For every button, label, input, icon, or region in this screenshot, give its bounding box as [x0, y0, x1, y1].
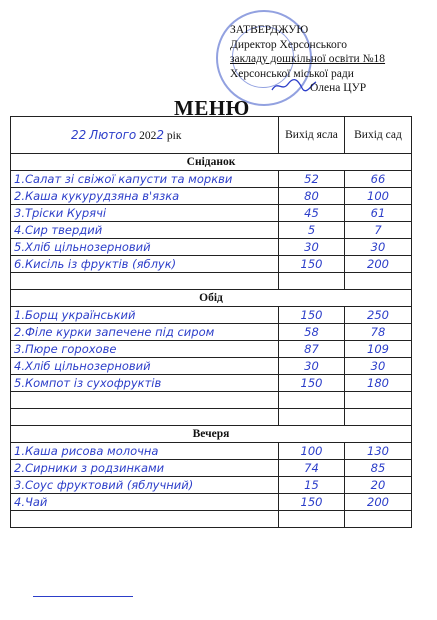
dish-name: 5.Хліб цільнозерновий: [11, 239, 279, 256]
approval-heading: ЗАТВЕРДЖУЮ: [230, 24, 309, 36]
nursery-portion: 80: [279, 188, 345, 205]
date-day: 22: [71, 128, 87, 142]
approval-institution: закладу дошкільної освіти №18: [230, 53, 386, 65]
table-row: [11, 392, 412, 409]
table-row: [11, 256, 412, 273]
dish-name: [11, 392, 279, 409]
nursery-portion: 30: [279, 239, 345, 256]
nursery-portion: 30: [279, 358, 345, 375]
garden-portion: 78: [345, 324, 412, 341]
table-row: [11, 443, 412, 460]
dish-name: [11, 273, 279, 290]
garden-portion: [345, 392, 412, 409]
dish-name: 3.Соус фруктовий (яблучний): [11, 477, 279, 494]
dish-name: 2.Філе курки запечене під сиром: [11, 324, 279, 341]
dish-name: 2.Каша кукурудзяна в'язка: [11, 188, 279, 205]
dish-name: [11, 409, 279, 426]
table-row: [11, 188, 412, 205]
table-row: [11, 494, 412, 511]
nursery-portion: [279, 409, 345, 426]
nursery-portion: 52: [279, 171, 345, 188]
table-row: [11, 324, 412, 341]
dish-name: 1.Каша рисова молочна: [11, 443, 279, 460]
approval-signatory: Олена ЦУР: [310, 82, 367, 94]
year-word: рік: [166, 130, 182, 142]
date-cell: [11, 117, 279, 154]
nursery-portion: 15: [279, 477, 345, 494]
dish-name: 3.Пюре горохове: [11, 341, 279, 358]
nursery-portion: [279, 273, 345, 290]
garden-portion: 7: [345, 222, 412, 239]
approval-council: Херсонської міської ради: [230, 67, 354, 80]
garden-portion: 200: [345, 494, 412, 511]
section-title: Обід: [11, 290, 412, 307]
nursery-portion: 150: [279, 307, 345, 324]
section-title: Вечеря: [11, 426, 412, 443]
garden-portion: 100: [345, 188, 412, 205]
nursery-portion: 5: [279, 222, 345, 239]
dish-name: 5.Компот із сухофруктів: [11, 375, 279, 392]
nursery-portion: 150: [279, 375, 345, 392]
table-row: [11, 409, 412, 426]
table-row: [11, 222, 412, 239]
table-row: [11, 341, 412, 358]
dish-name: 3.Тріски Курячі: [11, 205, 279, 222]
page-title: МЕНЮ: [174, 96, 250, 120]
garden-portion: 85: [345, 460, 412, 477]
nursery-portion: 45: [279, 205, 345, 222]
year-prefix: 202: [139, 130, 157, 142]
dish-name: 4.Хліб цільнозерновий: [11, 358, 279, 375]
garden-portion: 66: [345, 171, 412, 188]
garden-portion: [345, 273, 412, 290]
table-row: [11, 239, 412, 256]
table-row: [11, 375, 412, 392]
year-suffix: 2: [156, 128, 165, 142]
garden-portion: 30: [345, 358, 412, 375]
dish-name: 1.Борщ український: [11, 307, 279, 324]
nursery-portion: 58: [279, 324, 345, 341]
nursery-portion: 87: [279, 341, 345, 358]
table-row: [11, 171, 412, 188]
section-title: Сніданок: [11, 154, 412, 171]
menu-table: [10, 116, 412, 528]
table-row: [11, 307, 412, 324]
dish-name: 2.Сирники з родзинками: [11, 460, 279, 477]
nursery-portion: 150: [279, 256, 345, 273]
section-row: [11, 426, 412, 443]
section-row: [11, 290, 412, 307]
table-row: [11, 460, 412, 477]
garden-portion: [345, 409, 412, 426]
garden-portion: 250: [345, 307, 412, 324]
nursery-portion: 74: [279, 460, 345, 477]
nursery-portion: 100: [279, 443, 345, 460]
dish-name: 1.Салат зі свіжої капусти та моркви: [11, 171, 279, 188]
section-row: [11, 154, 412, 171]
date-month: Лютого: [89, 128, 137, 142]
dish-name: [11, 511, 279, 528]
dish-name: 6.Кисіль із фруктів (яблук): [11, 256, 279, 273]
approval-position: Директор Херсонського: [230, 38, 347, 51]
dish-name: 4.Чай: [11, 494, 279, 511]
table-row: [11, 477, 412, 494]
dish-name: 4.Сир твердий: [11, 222, 279, 239]
garden-portion: 180: [345, 375, 412, 392]
table-row: [11, 205, 412, 222]
garden-portion: 61: [345, 205, 412, 222]
nursery-portion: [279, 392, 345, 409]
garden-portion: [345, 511, 412, 528]
footer-line: [33, 596, 133, 597]
garden-portion: 109: [345, 341, 412, 358]
garden-portion: 20: [345, 477, 412, 494]
table-row: [11, 358, 412, 375]
table-row: [11, 511, 412, 528]
table-row: [11, 273, 412, 290]
approval-block: [230, 23, 435, 96]
garden-portion: 200: [345, 256, 412, 273]
garden-portion: 130: [345, 443, 412, 460]
nursery-portion: 150: [279, 494, 345, 511]
garden-portion: 30: [345, 239, 412, 256]
nursery-portion: [279, 511, 345, 528]
table-header-row: [11, 117, 412, 154]
column-header-garden: Вихід сад: [345, 117, 412, 154]
column-header-nursery: Вихід ясла: [279, 117, 345, 154]
